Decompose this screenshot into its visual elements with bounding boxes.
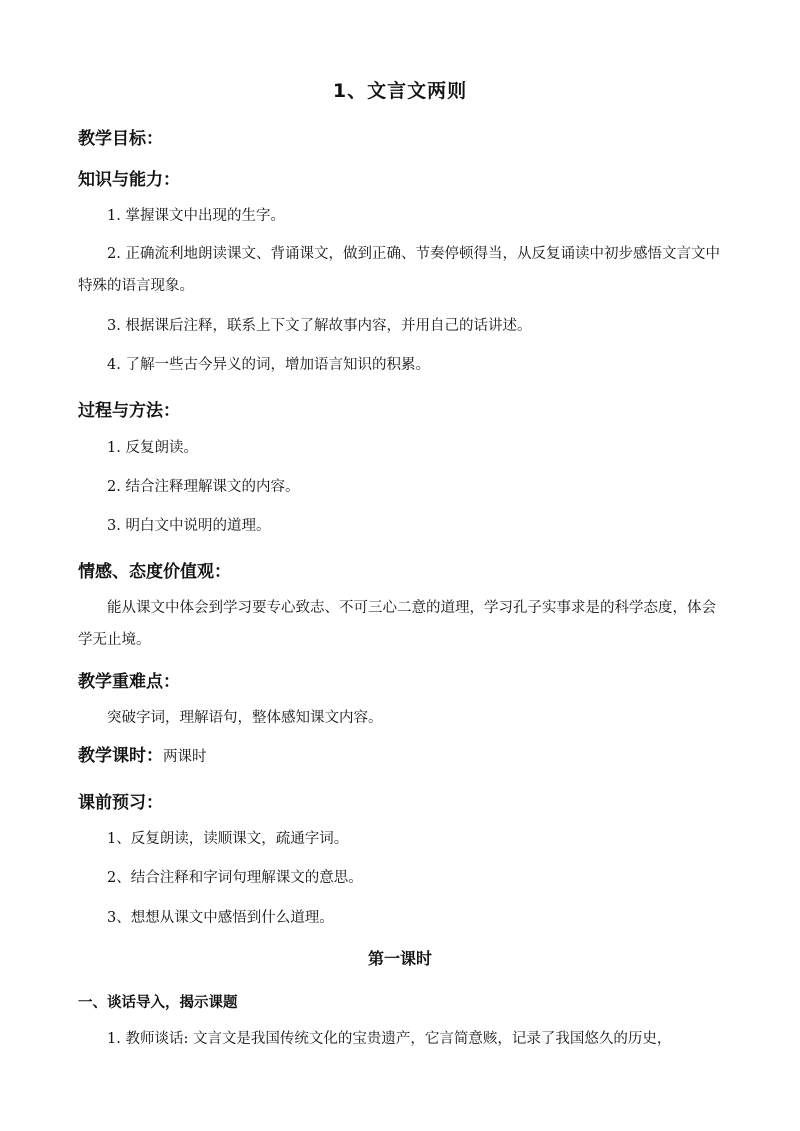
first-lesson-paragraph-1: 1. 教师谈话: 文言文是我国传统文化的宝贵遗产，它言简意赅，记录了我国悠久的历史，	[107, 1031, 672, 1047]
key-points-text: 突破字词，理解语句，整体感知课文内容。	[107, 710, 383, 726]
emotion-heading: 情感、态度价值观：	[78, 562, 231, 582]
knowledge-item-4: 4. 了解一些古今异义的词，增加语言知识的积累。	[107, 357, 430, 373]
class-hours-line	[78, 740, 728, 773]
objectives-heading: 教学目标：	[78, 129, 163, 149]
first-lesson-title: 第一课时	[367, 949, 432, 968]
knowledge-heading: 知识与能力：	[78, 170, 180, 190]
knowledge-item-2: 2. 正确流利地朗读课文、背诵课文，做到正确、节奏停顿得当，从反复诵读中初步感悟文言文中特殊的语言现象。	[78, 246, 720, 294]
preview-item-1: 1、反复朗读，读顺课文，疏通字词。	[107, 831, 349, 847]
process-item-2: 2. 结合注释理解课文的内容。	[107, 479, 300, 495]
emotion-text: 能从课文中体会到学习要专心致志、不可三心二意的道理，学习孔子实事求是的科学态度，体会学无止境。	[78, 600, 716, 648]
preview-item-2: 2、结合注释和字词句理解课文的意思。	[107, 870, 363, 886]
process-heading: 过程与方法：	[78, 401, 180, 421]
process-item-1: 1. 反复朗读。	[107, 440, 198, 456]
preview-heading: 课前预习：	[78, 793, 163, 813]
knowledge-item-3: 3. 根据课后注释，联系上下文了解故事内容，并用自己的话讲述。	[107, 318, 532, 334]
preview-item-3: 3、想想从课文中感悟到什么道理。	[107, 910, 334, 926]
document-title: 1、文言文两则	[332, 80, 468, 102]
process-item-3: 3. 明白文中说明的道理。	[107, 518, 271, 534]
class-hours-value: 两课时	[163, 749, 207, 765]
section1-heading: 一、谈话导入，揭示课题	[78, 995, 238, 1011]
knowledge-item-1: 1. 掌握课文中出现的生字。	[107, 208, 285, 224]
key-points-heading: 教学重难点：	[78, 672, 180, 692]
class-hours-label: 教学课时：	[78, 746, 163, 766]
